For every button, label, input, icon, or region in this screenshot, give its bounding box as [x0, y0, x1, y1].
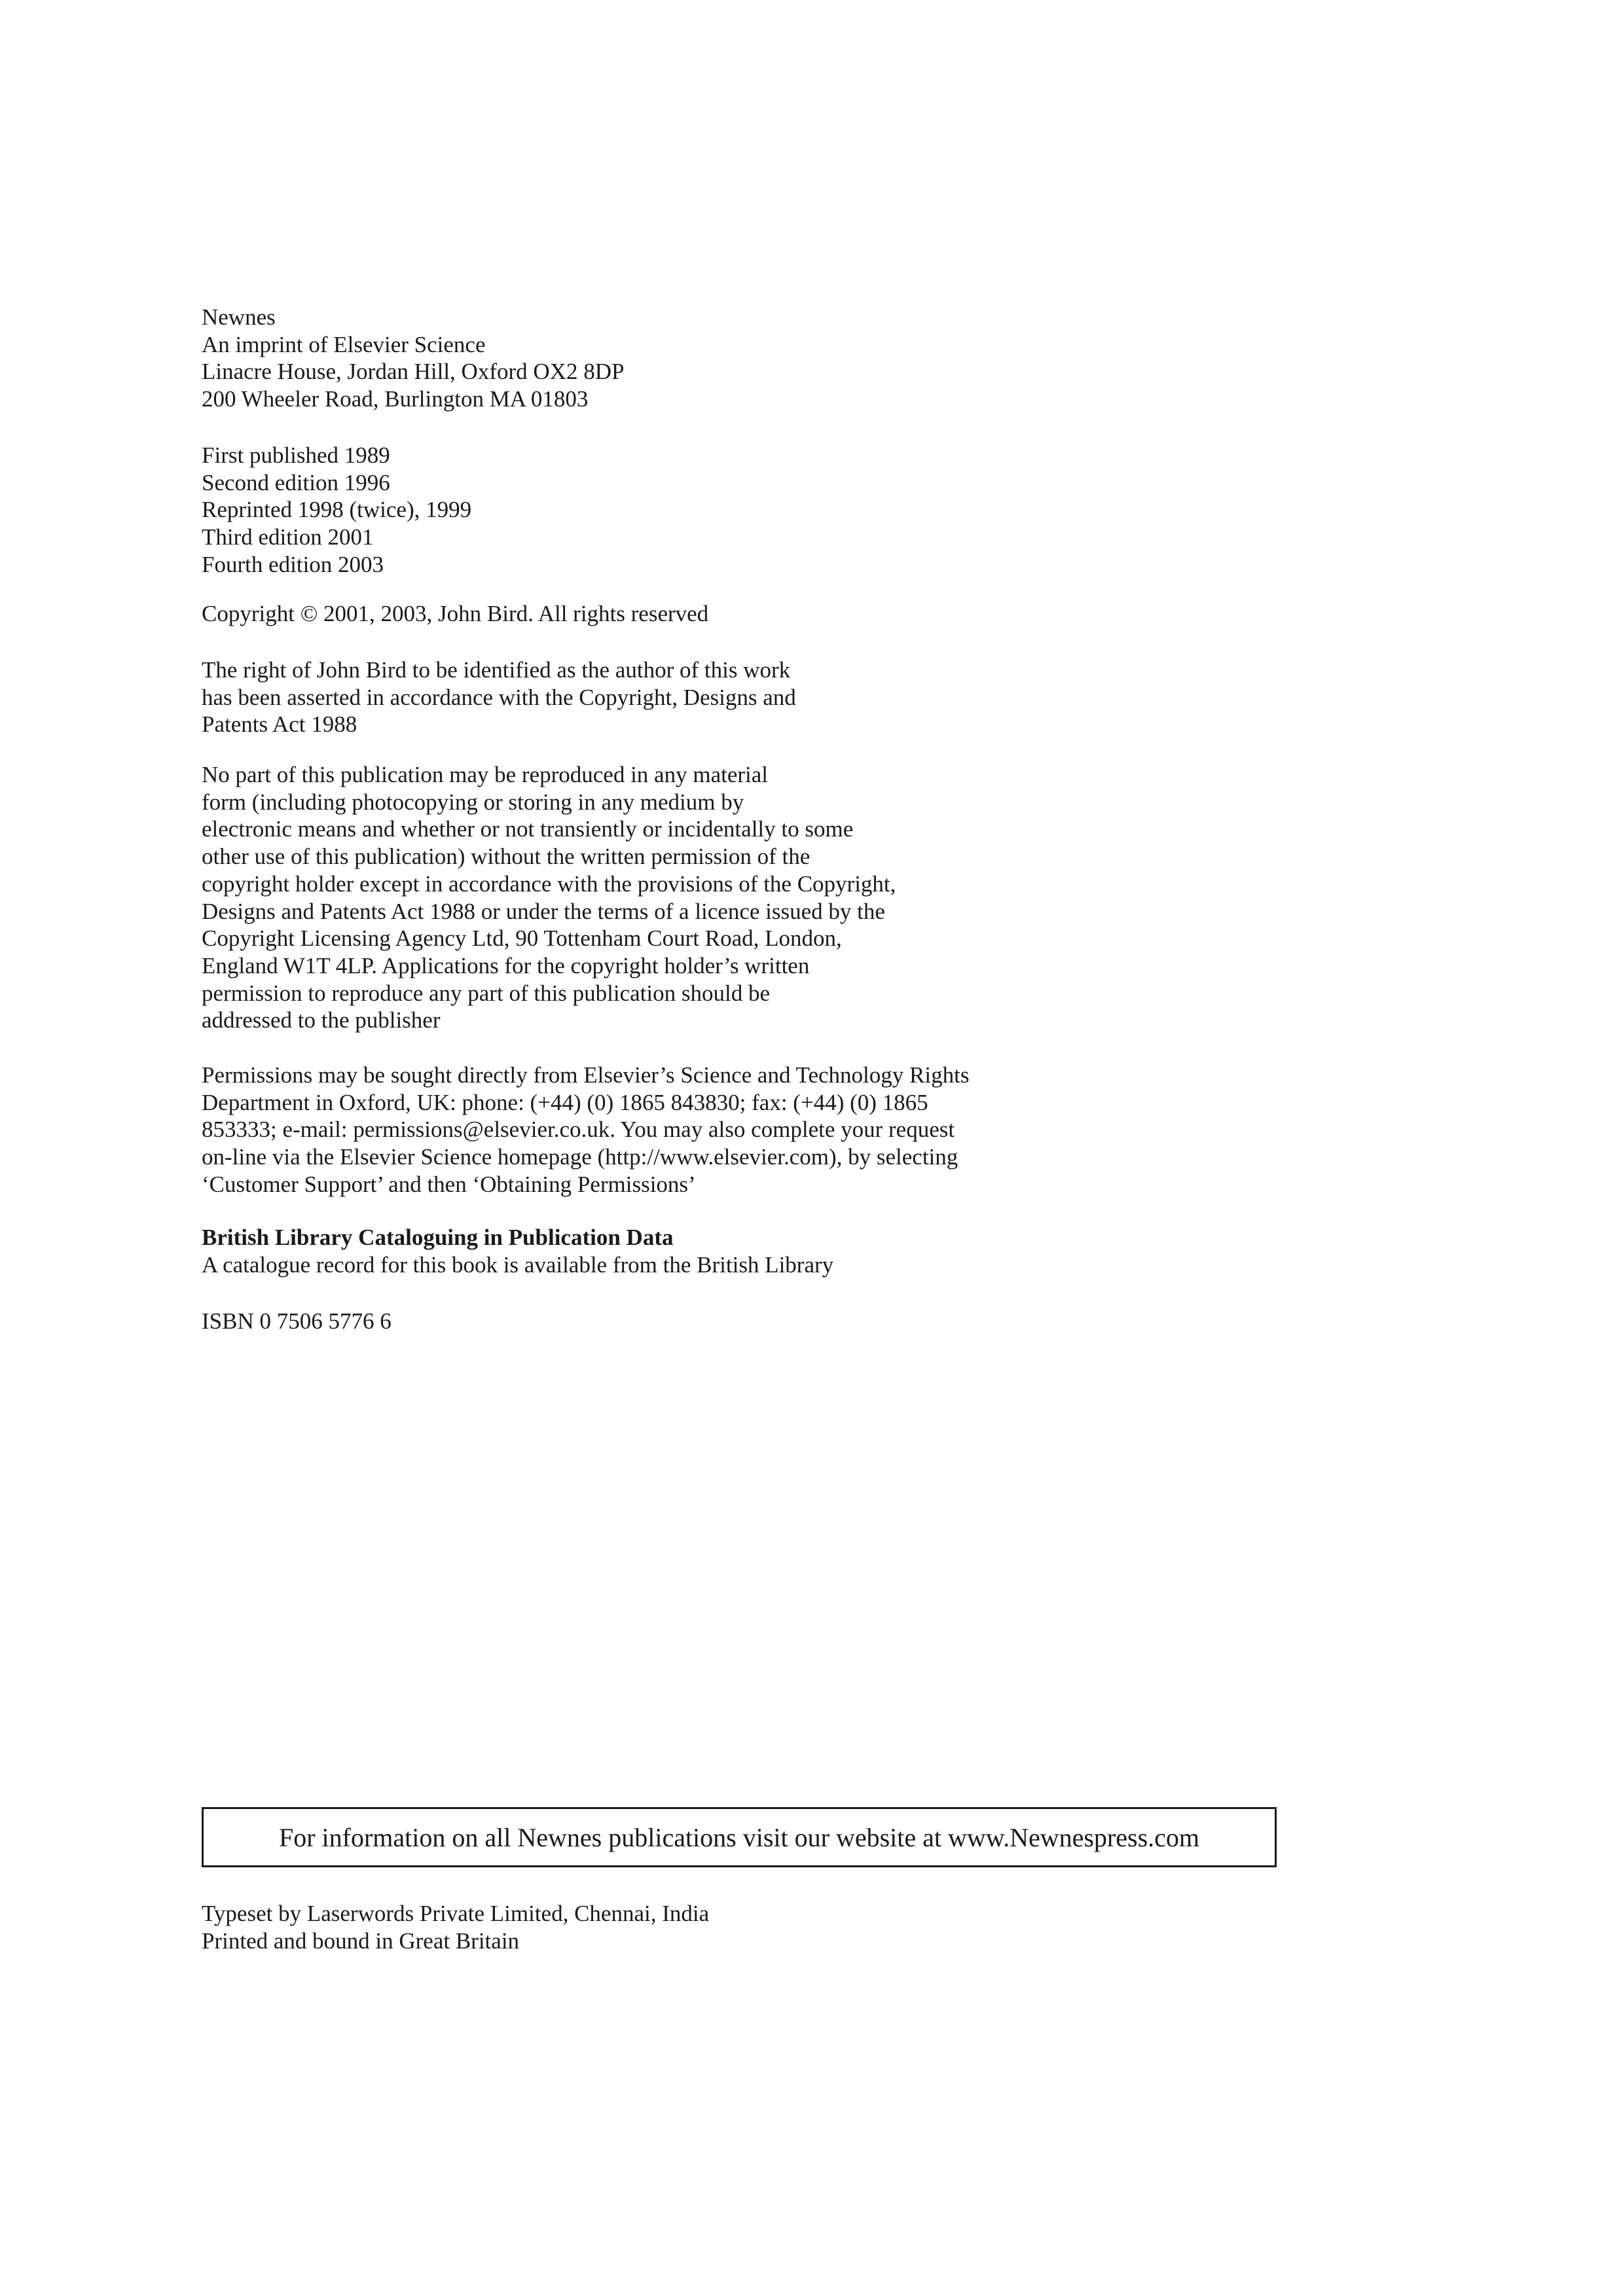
production-credits	[202, 1900, 709, 1954]
edition-line: First published 1989	[202, 442, 390, 468]
isbn-block	[202, 1308, 392, 1335]
permissions-notice	[202, 1062, 969, 1198]
copyright-statement	[202, 600, 708, 628]
reproduction-line: other use of this publication) without the written permission of the	[202, 844, 811, 870]
permissions-line: Department in Oxford, UK: phone: (+44) (0) 1865 843830; fax: (+44) (0) 1865	[202, 1089, 928, 1115]
edition-line: Reprinted 1998 (twice), 1999	[202, 497, 472, 523]
publisher-address-us: 200 Wheeler Road, Burlington MA 01803	[202, 386, 589, 412]
reproduction-notice	[202, 761, 896, 1034]
cataloguing-data	[202, 1224, 833, 1278]
author-rights-line: Patents Act 1988	[202, 711, 357, 738]
isbn: ISBN 0 7506 5776 6	[202, 1308, 392, 1334]
reproduction-line: permission to reproduce any part of this publication should be	[202, 980, 771, 1006]
cataloguing-heading: British Library Cataloguing in Publication Data	[202, 1225, 674, 1250]
reproduction-line: form (including photocopying or storing in any medium by	[202, 789, 744, 815]
permissions-line: on-line via the Elsevier Science homepage (http://www.elsevier.com), by selecting	[202, 1144, 958, 1170]
author-rights-line: The right of John Bird to be identified as the author of this work	[202, 657, 791, 683]
author-rights-line: has been asserted in accordance with the Copyright, Designs and	[202, 684, 796, 710]
edition-line: Fourth edition 2003	[202, 551, 384, 577]
permissions-line: ‘Customer Support’ and then ‘Obtaining Permissions’	[202, 1171, 696, 1197]
reproduction-line: addressed to the publisher	[202, 1007, 441, 1033]
permissions-line: 853333; e-mail: permissions@elsevier.co.uk. You may also complete your request	[202, 1117, 955, 1143]
edition-history	[202, 442, 471, 579]
permissions-line: Permissions may be sought directly from Elsevier’s Science and Technology Rights	[202, 1062, 970, 1088]
reproduction-line: Designs and Patents Act 1988 or under the terms of a licence issued by the	[202, 898, 885, 924]
edition-line: Third edition 2001	[202, 524, 374, 550]
reproduction-line: England W1T 4LP. Applications for the copyright holder’s written	[202, 952, 810, 978]
publisher-address-uk: Linacre House, Jordan Hill, Oxford OX2 8DP	[202, 359, 625, 385]
edition-line: Second edition 1996	[202, 469, 390, 495]
printing-credit: Printed and bound in Great Britain	[202, 1928, 520, 1954]
publisher-address	[202, 304, 624, 413]
website-notice: For information on all Newnes publications visit our website at www.Newnespress.com	[278, 1822, 1200, 1852]
publisher-name: Newnes	[202, 304, 276, 330]
copyright-text: Copyright © 2001, 2003, John Bird. All rights reserved	[202, 601, 709, 626]
reproduction-line: Copyright Licensing Agency Ltd, 90 Tottenham Court Road, London,	[202, 925, 842, 952]
reproduction-line: copyright holder except in accordance with the provisions of the Copyright,	[202, 870, 896, 897]
author-rights	[202, 656, 796, 738]
reproduction-line: electronic means and whether or not transiently or incidentally to some	[202, 816, 854, 842]
website-notice-box	[202, 1807, 1277, 1867]
typeset-credit: Typeset by Laserwords Private Limited, Chennai, India	[202, 1901, 710, 1926]
publisher-imprint: An imprint of Elsevier Science	[202, 331, 486, 357]
cataloguing-text: A catalogue record for this book is available from the British Library	[202, 1251, 834, 1278]
reproduction-line: No part of this publication may be reproduced in any material	[202, 762, 769, 787]
